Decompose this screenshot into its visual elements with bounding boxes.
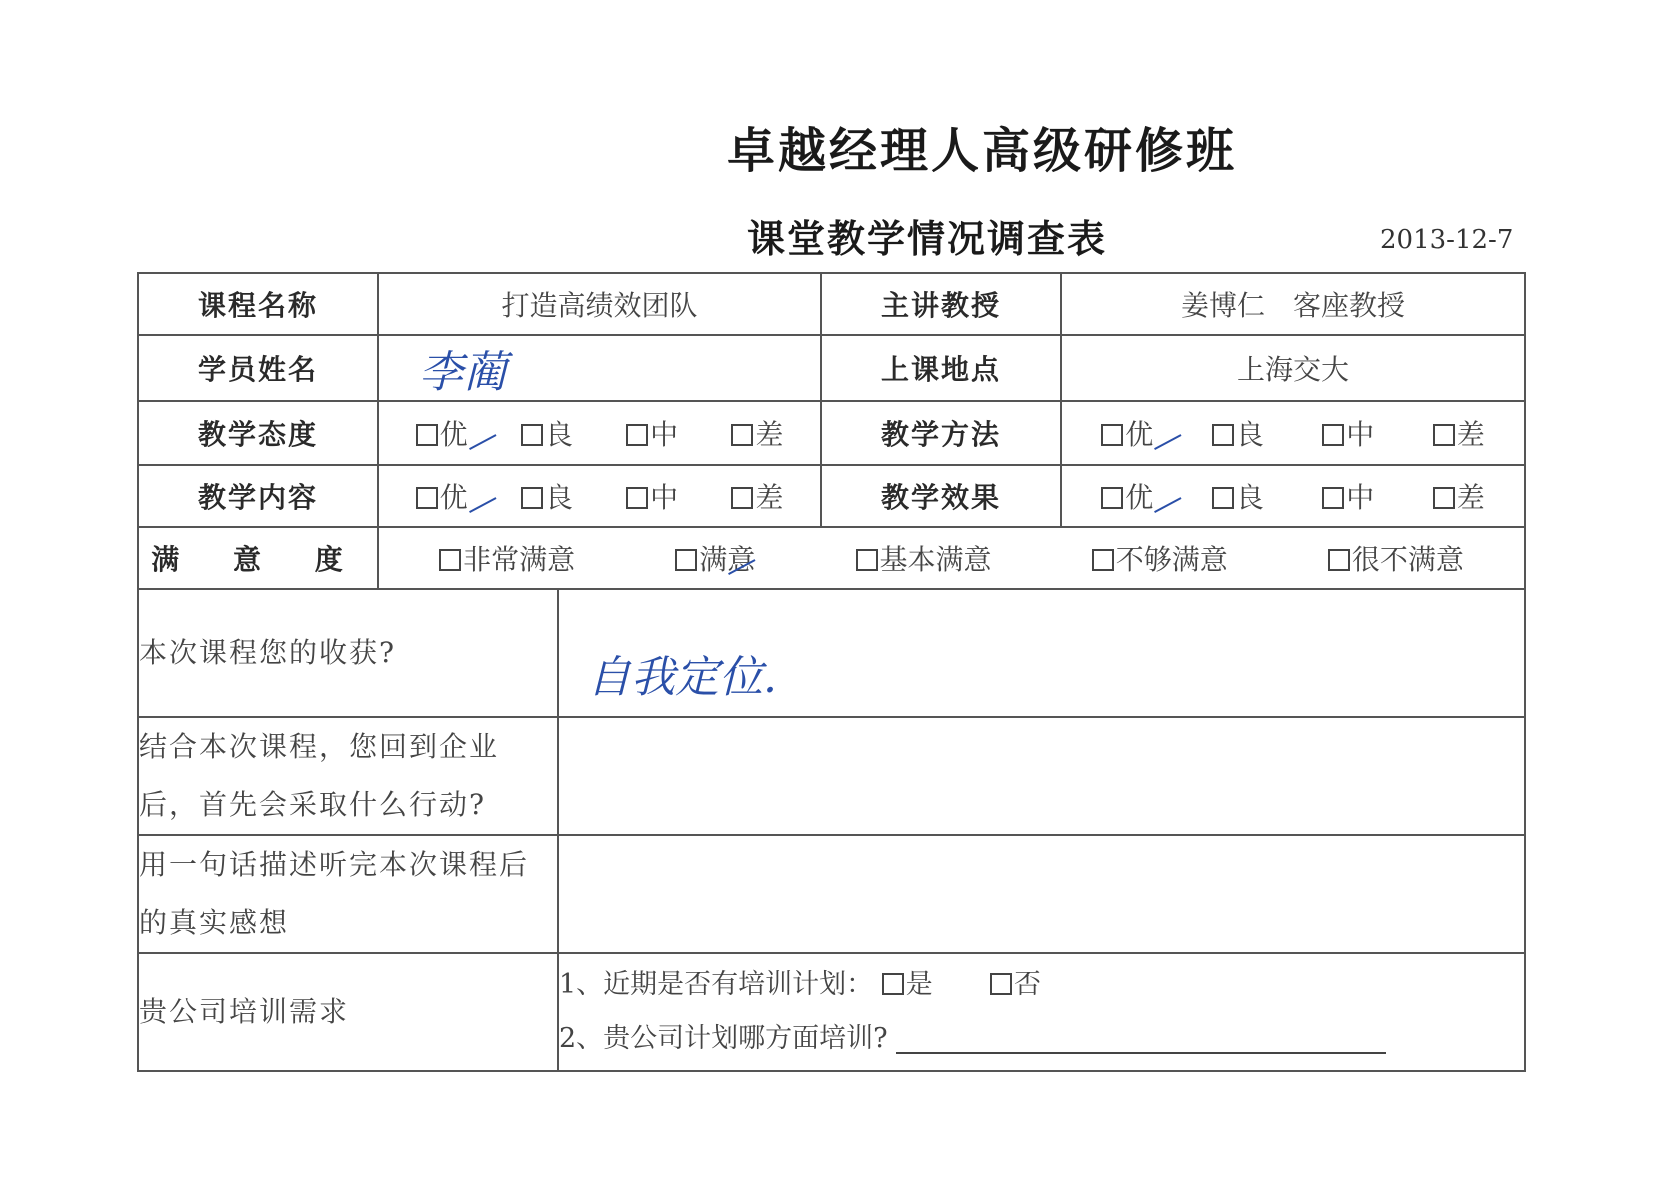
needs-questions <box>558 953 1525 1071</box>
checkbox-icon[interactable] <box>626 424 648 446</box>
gain-answer-handwriting: 自我定位. <box>587 652 777 703</box>
satisfaction-option[interactable]: 不够满意 <box>1092 538 1228 578</box>
location-label: 上课地点 <box>821 335 1061 401</box>
attitude-options <box>378 401 821 465</box>
method-option[interactable]: 中 <box>1322 413 1374 453</box>
row-needs <box>138 953 1525 1071</box>
location-value[interactable]: 上海交大 <box>1061 335 1525 401</box>
checkbox-icon[interactable] <box>731 487 753 509</box>
satisfaction-option[interactable]: 满意 <box>675 538 755 578</box>
content-option[interactable]: 差 <box>731 476 783 516</box>
checkbox-icon[interactable] <box>990 973 1012 995</box>
row-student <box>138 335 1525 401</box>
checkbox-icon[interactable] <box>439 549 461 571</box>
action-question: 结合本次课程，您回到企业后，首先会采取什么行动? <box>138 717 558 835</box>
satisfaction-options <box>378 527 1525 589</box>
checkbox-icon[interactable] <box>1092 549 1114 571</box>
row-action <box>138 717 1525 835</box>
needs-yes-option[interactable]: 是 <box>882 969 933 1000</box>
checkbox-checked-icon[interactable] <box>416 424 438 446</box>
checkbox-icon[interactable] <box>731 424 753 446</box>
checkbox-icon[interactable] <box>1328 549 1350 571</box>
row-satisfaction <box>138 527 1525 589</box>
form-title: 卓越经理人高级研修班 <box>726 123 1237 179</box>
gain-question: 本次课程您的收获? <box>138 589 558 717</box>
content-label: 教学内容 <box>138 465 378 527</box>
satisfaction-option[interactable]: 很不满意 <box>1328 538 1464 578</box>
form-date: 2013-12-7 <box>1380 225 1514 255</box>
effect-option[interactable]: 差 <box>1433 476 1485 516</box>
checkbox-icon[interactable] <box>521 487 543 509</box>
attitude-option[interactable]: 良 <box>521 413 573 453</box>
professor-label: 主讲教授 <box>821 273 1061 335</box>
needs-q1-line <box>559 958 1524 1012</box>
content-option[interactable]: 良 <box>521 476 573 516</box>
row-course <box>138 273 1525 335</box>
satisfaction-option[interactable]: 基本满意 <box>856 538 992 578</box>
feeling-answer-field[interactable] <box>558 835 1525 953</box>
checkbox-checked-icon[interactable] <box>675 549 697 571</box>
needs-q2-text: 2、贵公司计划哪方面培训? <box>559 1023 888 1054</box>
gain-answer-field[interactable] <box>558 589 1525 717</box>
needs-q1-text: 1、近期是否有培训计划： <box>559 969 874 1000</box>
checkbox-icon[interactable] <box>626 487 648 509</box>
needs-q2-line <box>559 1012 1524 1066</box>
checkbox-checked-icon[interactable] <box>416 487 438 509</box>
action-answer-field[interactable] <box>558 717 1525 835</box>
checkbox-icon[interactable] <box>1212 487 1234 509</box>
survey-table <box>137 272 1526 1072</box>
feeling-question: 用一句话描述听完本次课程后的真实感想 <box>138 835 558 953</box>
student-field[interactable] <box>378 335 821 401</box>
row-content <box>138 465 1525 527</box>
effect-option[interactable]: 良 <box>1212 476 1264 516</box>
attitude-option[interactable]: 优 <box>416 413 468 453</box>
method-option[interactable]: 优 <box>1101 413 1153 453</box>
course-value[interactable]: 打造高绩效团队 <box>378 273 821 335</box>
professor-value[interactable]: 姜博仁 客座教授 <box>1061 273 1525 335</box>
checkbox-icon[interactable] <box>1433 487 1455 509</box>
method-label: 教学方法 <box>821 401 1061 465</box>
checkbox-icon[interactable] <box>1322 424 1344 446</box>
content-option[interactable]: 优 <box>416 476 468 516</box>
method-option[interactable]: 良 <box>1212 413 1264 453</box>
effect-option[interactable]: 中 <box>1322 476 1374 516</box>
checkbox-icon[interactable] <box>1212 424 1234 446</box>
content-option[interactable]: 中 <box>626 476 678 516</box>
satisfaction-option[interactable]: 非常满意 <box>439 538 575 578</box>
method-options <box>1061 401 1525 465</box>
row-attitude <box>138 401 1525 465</box>
row-gain <box>138 589 1525 717</box>
effect-options <box>1061 465 1525 527</box>
row-feeling <box>138 835 1525 953</box>
effect-label: 教学效果 <box>821 465 1061 527</box>
form-subtitle: 课堂教学情况调查表 <box>746 217 1107 261</box>
content-options <box>378 465 821 527</box>
needs-q2-answer-line[interactable] <box>896 1026 1386 1054</box>
checkbox-icon[interactable] <box>1322 487 1344 509</box>
needs-label: 贵公司培训需求 <box>138 953 558 1071</box>
checkbox-checked-icon[interactable] <box>1101 424 1123 446</box>
method-option[interactable]: 差 <box>1433 413 1485 453</box>
satisfaction-label: 满 意 度 <box>138 527 378 589</box>
checkbox-icon[interactable] <box>856 549 878 571</box>
attitude-option[interactable]: 中 <box>626 413 678 453</box>
student-label: 学员姓名 <box>138 335 378 401</box>
checkbox-checked-icon[interactable] <box>1101 487 1123 509</box>
attitude-option[interactable]: 差 <box>731 413 783 453</box>
student-name-handwriting: 李蔺 <box>419 347 507 398</box>
course-label: 课程名称 <box>138 273 378 335</box>
attitude-label: 教学态度 <box>138 401 378 465</box>
checkbox-icon[interactable] <box>521 424 543 446</box>
checkbox-icon[interactable] <box>1433 424 1455 446</box>
effect-option[interactable]: 优 <box>1101 476 1153 516</box>
needs-no-option[interactable]: 否 <box>990 969 1041 1000</box>
checkbox-icon[interactable] <box>882 973 904 995</box>
